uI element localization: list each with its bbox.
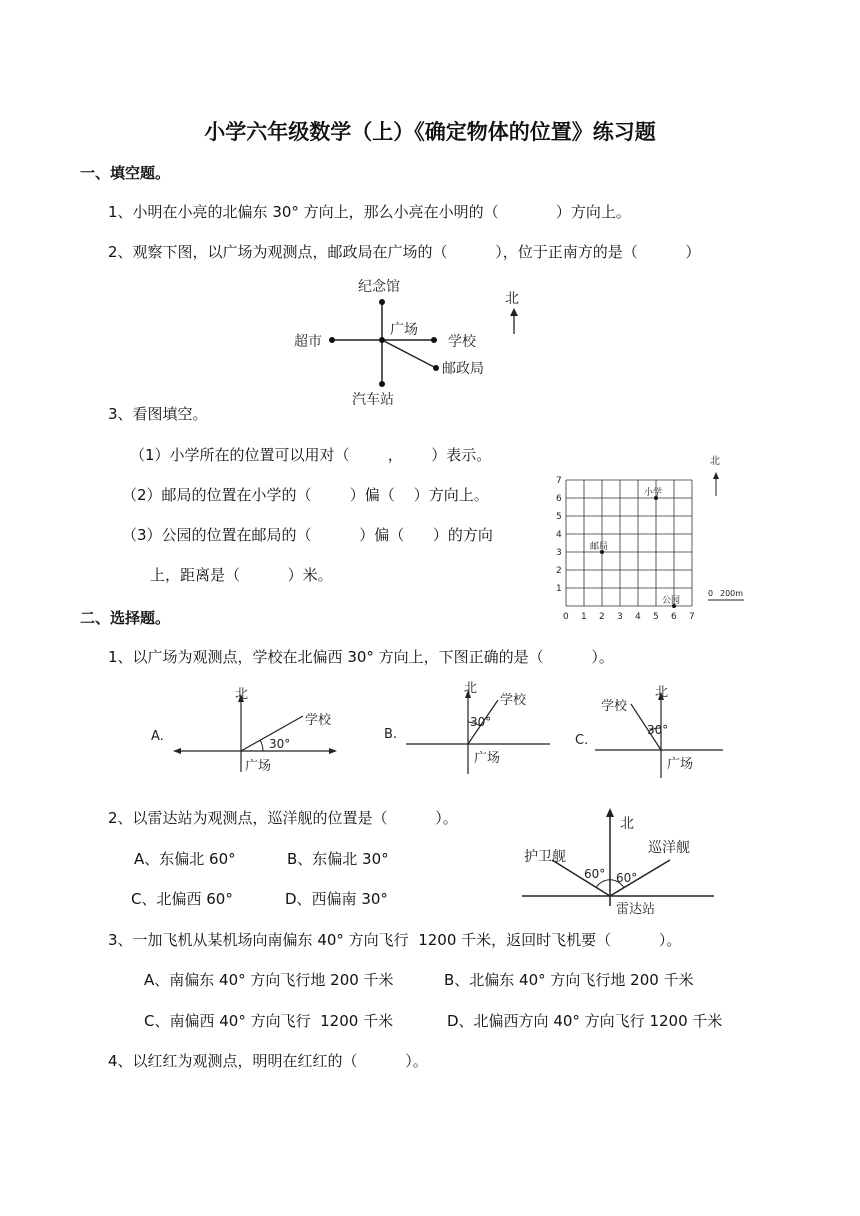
label-plaza: 广场 [390, 322, 418, 338]
question-2-2-option-d: D、西偏南 30° [285, 890, 388, 908]
question-1-3-2: （2）邮局的位置在小学的（ ）偏（ ）方向上。 [122, 486, 489, 504]
option-b-school: 学校 [500, 693, 527, 708]
question-1-3: 3、看图填空。 [108, 405, 208, 423]
option-a-figure [145, 684, 345, 779]
label-supermarket: 超市 [294, 334, 322, 350]
question-2-3-option-d: D、北偏西方向 40° 方向飞行 1200 千米 [447, 1012, 723, 1030]
y-tick-label: 3 [556, 548, 562, 558]
x-tick-label: 3 [617, 612, 623, 622]
question-1-3-1: （1）小学所在的位置可以用对（ ， ）表示。 [130, 446, 492, 464]
question-1-3-3-continued: 上，距离是（ ）米。 [150, 566, 333, 584]
option-c-north: 北 [655, 685, 669, 700]
option-a-plaza: 广场 [245, 759, 272, 774]
coordinate-grid-figure [548, 446, 758, 626]
question-1-1: 1、小明在小亮的北偏东 30° 方向上，那么小亮在小明的（ ）方向上。 [108, 203, 631, 221]
option-c-plaza: 广场 [667, 757, 694, 772]
option-c-letter: C. [575, 733, 589, 748]
question-2-2-option-c: C、北偏西 60° [131, 890, 233, 908]
label-post-office: 邮政局 [442, 361, 484, 377]
y-tick-label: 7 [556, 476, 562, 486]
plaza-map-figure [280, 272, 540, 412]
y-tick-label: 4 [556, 530, 562, 540]
question-1-2: 2、观察下图，以广场为观测点，邮政局在广场的（ ），位于正南方的是（ ） [108, 243, 701, 261]
question-2-2-option-a: A、东偏北 60° [134, 850, 236, 868]
option-b-plaza: 广场 [474, 751, 501, 766]
question-2-4: 4、以红红为观测点，明明在红红的（ ）。 [108, 1052, 428, 1070]
grid-point-label: 小学 [644, 488, 663, 498]
label-bus-station: 汽车站 [352, 392, 394, 408]
question-2-3: 3、一加飞机从某机场向南偏东 40° 方向飞行 1200 千米，返回时飞机要（ ）。 [108, 931, 682, 949]
question-2-3-option-a: A、南偏东 40° 方向飞行地 200 千米 [144, 971, 394, 989]
y-tick-label: 6 [556, 494, 562, 504]
option-b-figure [380, 678, 580, 778]
x-tick-label: 0 [563, 612, 569, 622]
scale-distance-label: 200m [720, 589, 744, 598]
question-2-1: 1、以广场为观测点，学校在北偏西 30° 方向上，下图正确的是（ ）。 [108, 648, 614, 666]
page-title: 小学六年级数学（上）《确定物体的位置》练习题 [204, 120, 656, 144]
radar-escort-ship: 护卫舰 [524, 849, 566, 865]
option-a-school: 学校 [305, 713, 332, 728]
option-b-letter: B. [384, 727, 398, 742]
scale-zero-label: 0 [708, 589, 714, 598]
radar-cruiser: 巡洋舰 [648, 840, 690, 856]
x-tick-label: 6 [671, 612, 677, 622]
radar-figure [518, 800, 718, 922]
option-a-letter: A. [151, 729, 164, 744]
grid-north-label: 北 [710, 456, 720, 467]
x-tick-label: 4 [635, 612, 641, 622]
label-school: 学校 [448, 334, 476, 350]
radar-angle-left: 60° [584, 867, 606, 881]
option-c-school: 学校 [601, 699, 628, 714]
question-2-3-option-b: B、北偏东 40° 方向飞行地 200 千米 [444, 971, 694, 989]
radar-angle-right: 60° [616, 871, 638, 885]
section-heading-fill-blank: 一、填空题。 [80, 164, 171, 182]
option-a-north: 北 [235, 687, 249, 702]
x-tick-label: 7 [689, 612, 695, 622]
y-tick-label: 1 [556, 584, 562, 594]
x-tick-label: 2 [599, 612, 605, 622]
question-2-2: 2、以雷达站为观测点，巡洋舰的位置是（ ）。 [108, 809, 458, 827]
north-arrow-icon [713, 472, 719, 479]
x-tick-label: 1 [581, 612, 587, 622]
grid-point-label: 邮局 [590, 542, 609, 552]
north-arrow-icon [510, 308, 518, 316]
label-north: 北 [505, 291, 519, 307]
option-b-north: 北 [464, 681, 478, 696]
x-tick-label: 5 [653, 612, 659, 622]
y-tick-label: 2 [556, 566, 562, 576]
option-c-angle: 30° [647, 723, 669, 737]
y-tick-label: 5 [556, 512, 562, 522]
section-heading-multiple-choice: 二、选择题。 [80, 609, 171, 627]
option-b-angle: 30° [470, 715, 492, 729]
question-1-3-3: （3）公园的位置在邮局的（ ）偏（ ）的方向 [122, 526, 493, 544]
question-2-3-option-c: C、南偏西 40° 方向飞行 1200 千米 [144, 1012, 394, 1030]
radar-north: 北 [620, 816, 634, 832]
radar-station: 雷达站 [616, 902, 656, 917]
grid-point-label: 公园 [662, 596, 681, 606]
option-c-figure [575, 682, 735, 780]
option-a-angle: 30° [269, 737, 291, 751]
label-memorial-hall: 纪念馆 [358, 279, 400, 295]
question-2-2-option-b: B、东偏北 30° [287, 850, 389, 868]
